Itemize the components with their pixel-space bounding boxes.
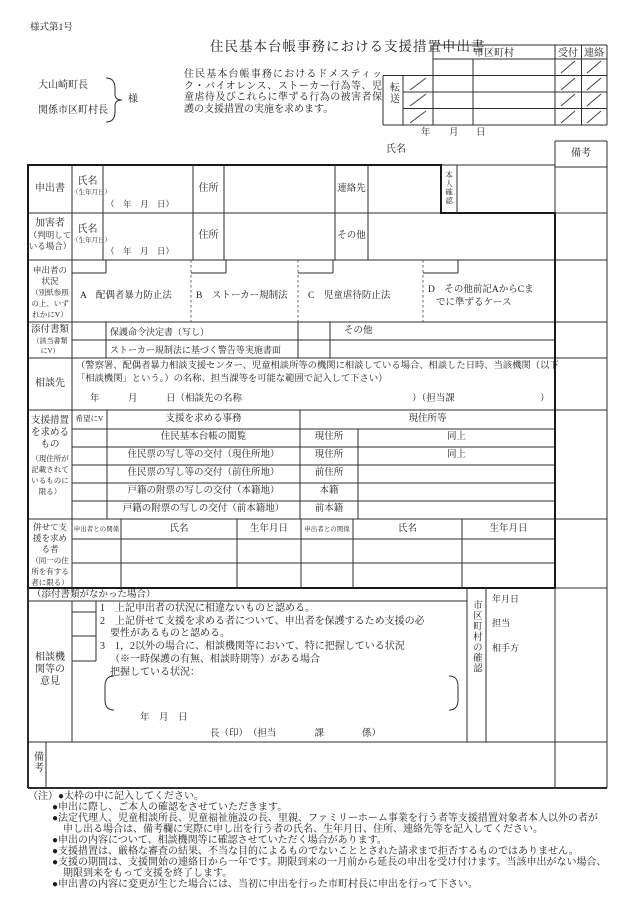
consultation-close-paren: ） [540, 394, 550, 404]
measure-loc-1: 現住所 [314, 432, 344, 442]
measure-loc-4: 本籍 [319, 486, 339, 496]
measure-task-5: 戸籍の附票の写しの交付（前本籍地） [122, 504, 285, 514]
measure-task-4: 戸籍の附票の写しの交付（本籍地） [127, 486, 280, 496]
opinion-item-2-line1: 2 上記併せて支援を求める者について、申出者を保護するため支援の必 [100, 616, 425, 627]
year-label: 年 [421, 128, 431, 138]
opinion-label-1: 相談機 [35, 652, 65, 663]
attachment-item-1: 保護命令決定書（写し） [110, 327, 210, 337]
note-line-8: 期限到来をもって支援を終了します。 [63, 868, 233, 879]
measures-label-7: 限る） [38, 487, 62, 496]
opinion-label-2: 関等の [35, 664, 65, 675]
municipality-confirm-label: 市区町村の確認 [470, 600, 481, 674]
situation-label-1: 申出者の [32, 265, 67, 275]
remarks-header: 備考 [571, 148, 591, 159]
opinion-item-2-line2: 要性があるものと認める。 [110, 628, 230, 639]
measures-address-header: 現住所等 [408, 414, 447, 424]
situation-option-c: C 児童虐待防止法 [308, 291, 391, 301]
together-label-1: 併せて支 [32, 522, 67, 532]
consultation-note-1: （警察署、配偶者暴力相談支援センター、児童相談所等の機関に相談している場合、相談した日時、当該機関（以下 [76, 361, 559, 371]
page-title: 住民基本台帳事務における支援措置申出書 [210, 39, 486, 54]
attachment-item-2: ストーカー規制法に基づく警告等実施書面 [110, 345, 281, 355]
note-line-5: ●申出の内容について、相談機関等に確認させていただく場合があります。 [52, 835, 387, 846]
measures-task-header: 支援を求める事務 [165, 414, 242, 424]
contact-header: 連絡 [584, 48, 604, 59]
consultation-note-2: 「相談機関」という。）の名称、担当課等を可能な範囲で記入して下さい） [76, 374, 388, 384]
opinion-label-3: 意見 [40, 676, 60, 687]
applicant-contact-label: 連絡先 [337, 184, 366, 194]
no-attachment-note: （添付書類がなかった場合） [32, 590, 156, 600]
applicant-row-label: 申出書 [35, 183, 65, 194]
month-label: 月 [449, 128, 459, 138]
measure-loc-2: 現住所 [314, 450, 344, 460]
situation-option-b: B ストーカー規制法 [196, 291, 288, 301]
applicant-date-hint: （ 年 月 日） [106, 199, 175, 209]
measure-loc-5: 前本籍 [314, 504, 344, 514]
together-birth-header-2: 生年月日 [489, 524, 528, 534]
offender-row-label-3: いる場合） [28, 241, 72, 251]
name-label: 氏名 [386, 144, 406, 155]
identity-check-label: 本人確認 [444, 171, 454, 205]
situation-option-a: A 配偶者暴力防止法 [80, 291, 172, 301]
honorific-label: 様 [128, 94, 138, 105]
measures-label-6: いるものに [31, 476, 69, 485]
note-line-2: ●申出に際し、ご本人の確認をさせていただきます。 [52, 802, 288, 813]
offender-row-label-1: 加害者 [35, 218, 65, 229]
measures-label-1: 支援措置 [30, 416, 69, 426]
measures-label-4: （現住所が [31, 454, 69, 463]
reception-header: 受付 [558, 48, 578, 59]
measure-loc-3: 前住所 [314, 468, 344, 478]
together-label-6: 者に限る） [31, 578, 69, 587]
offender-address-label: 住所 [198, 230, 219, 241]
measure-task-2: 住民票の写し等の交付（現住所地） [127, 450, 280, 460]
offender-name-label: 氏名 [77, 224, 98, 235]
attachments-label-1: 添付書類 [30, 325, 69, 335]
note-line-3: ●法定代理人、児童相談所長、児童福祉施設の長、里親、ファミリーホーム事業を行う者等支援措置対象者本人以外の者が [52, 813, 598, 824]
situation-label-4: の上、いず [31, 299, 69, 308]
consultation-row-label: 相談先 [35, 378, 65, 389]
opinion-item-3-line1: 3 1，2以外の場合に、相談機関等において、特に把握している状況 [100, 641, 405, 652]
confirm-party-label: 相手方 [492, 643, 520, 653]
opinion-item-3-line2: （※一時保護の有無、相談時期等）がある場合 [110, 654, 320, 665]
situation-label-3: （別紙参照 [31, 288, 69, 297]
together-label-2: 援を求め [32, 533, 67, 543]
offender-row-label-2: （判明して [28, 230, 72, 240]
offender-birth-label: （生年月日） [72, 237, 111, 244]
offender-other-label: その他 [337, 231, 366, 241]
together-rel-header-1: 申出者との関係 [73, 526, 120, 533]
addressee-mayor: 大山崎町長 [38, 80, 88, 91]
applicant-address-label: 住所 [198, 183, 219, 194]
attachments-label-3: にV） [40, 347, 60, 355]
together-label-4: （同一の住 [31, 556, 69, 565]
together-rel-header-2: 申出者との関係 [304, 526, 350, 533]
confirm-date-label: 年月日 [492, 594, 520, 604]
situation-label-5: れかにV） [32, 310, 68, 319]
situation-option-d-line1: D その他前記AからCま [428, 285, 534, 295]
measure-val-2: 同上 [446, 450, 466, 460]
remarks-row-label: 備考 [31, 751, 43, 773]
opinion-date-line: 年 月 日 [140, 713, 188, 723]
measure-val-1: 同上 [446, 432, 466, 442]
note-line-1: （注）●太枠の中に記入してください。 [28, 791, 205, 802]
measures-label-2: を求める [30, 428, 69, 438]
note-line-6: ●支援措置は、厳格な審査の結果、不当な目的によるものでないこととされた請求まで拒否するものではありません。 [52, 846, 579, 857]
applicant-birth-label: （生年月日） [72, 189, 111, 196]
applicant-name-label: 氏名 [77, 176, 98, 187]
confirm-staff-label: 担当 [492, 618, 511, 628]
opinion-item-1: 1 上記申出者の状況に相違ないものと認める。 [100, 603, 315, 614]
offender-date-hint: （ 年 月 日） [106, 246, 175, 256]
opinion-status-label: 把握している状況： [110, 667, 200, 678]
together-label-5: 所を有する [31, 567, 69, 576]
attachments-label-2: （該当書類 [32, 337, 68, 345]
opinion-sign-line: 長（印） （担当 課 係） [210, 729, 382, 739]
municipality-header: 市区町村 [474, 48, 514, 59]
measure-task-3: 住民票の写し等の交付（前住所地） [127, 468, 280, 478]
request-statement: 住民基本台帳事務におけるドメスティック・バイオレンス、ストーカー行為等、児童虐待及びこれらに準ずる行為の被害者保護の支援措置の実施を求めます。 [184, 69, 382, 115]
together-name-header-1: 氏名 [169, 524, 189, 534]
situation-option-d-line2: でに準ずるケース [436, 298, 512, 308]
day-label: 日 [476, 128, 486, 138]
attachments-other-label: その他 [344, 326, 373, 336]
measures-label-3: もの [40, 440, 60, 450]
form-number: 様式第1号 [30, 23, 73, 33]
forward-label: 転送 [387, 82, 399, 104]
measures-want-header: 希望にV [75, 414, 104, 423]
note-line-9: ●申出書の内容に変更が生じた場合には、当初に申出を行った市町村長に申出を行って下さい。 [52, 879, 479, 890]
addressee-related-mayors: 関係市区町村長 [38, 105, 108, 116]
measures-label-5: 記載されて [31, 465, 69, 474]
consultation-date-line: 年 月 日（相談先の名称 [90, 394, 243, 404]
together-birth-header-1: 生年月日 [249, 524, 288, 534]
consultation-dept-label: ）（担当課 [412, 394, 455, 404]
note-line-4: 申し出る場合は、備考欄に実際に申し出を行う者の氏名、生年月日、住所、連絡先等を記入してください。 [63, 824, 543, 835]
measure-task-1: 住民基本台帳の閲覧 [160, 432, 247, 442]
note-line-7: ●支援の期間は、支援開始の連絡日から一年です。期限到来の一月前から延長の申出を受け付けます。当該申出がない場合、 [52, 857, 607, 868]
together-name-header-2: 氏名 [397, 524, 417, 534]
together-label-3: る者 [41, 544, 59, 554]
situation-label-2: 状況 [41, 276, 59, 286]
